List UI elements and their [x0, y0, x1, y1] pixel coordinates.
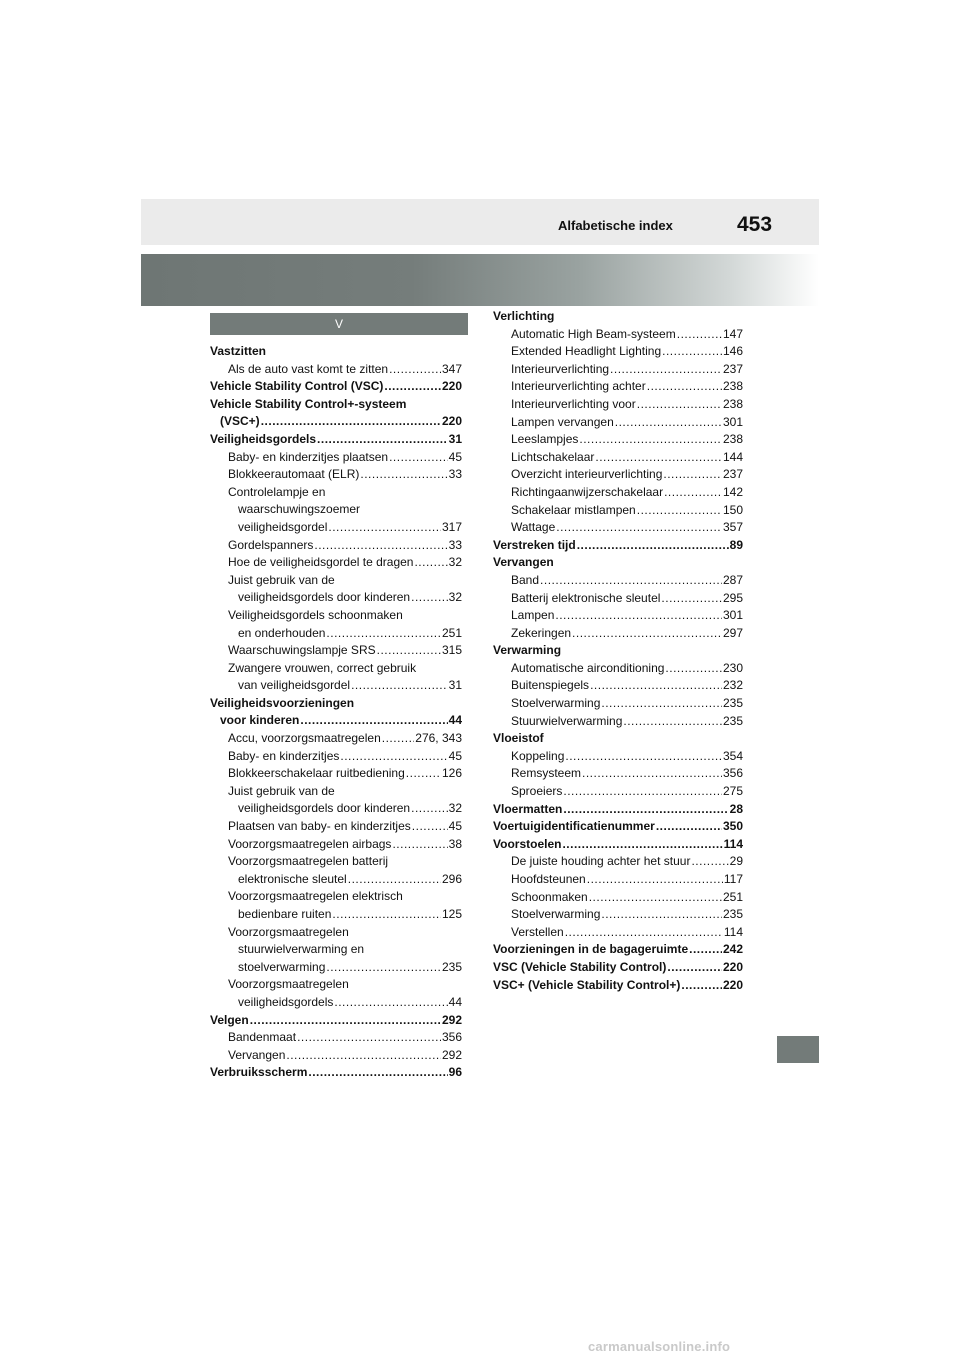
index-entry-term: Accu, voorzorgsmaatregelen	[228, 731, 381, 746]
index-entry-term: Remsysteem	[511, 766, 582, 781]
index-entry	[493, 431, 743, 449]
index-entry-term: Verbruiksscherm	[210, 1065, 308, 1080]
dot-leader	[579, 431, 722, 449]
index-entry-term: Blokkeerautomaat (ELR)	[228, 467, 360, 482]
index-entry	[210, 501, 462, 519]
index-entry-term: Hoofdsteunen	[511, 872, 586, 886]
dot-leader	[565, 748, 722, 766]
index-entry	[493, 502, 743, 520]
dot-leader	[623, 713, 722, 731]
index-entry-page: 144	[722, 449, 743, 464]
index-entry-page: 31	[448, 431, 462, 446]
dot-leader	[563, 801, 728, 819]
index-entry-term: Stoelverwarming	[511, 907, 601, 922]
index-entry	[493, 801, 743, 819]
index-entry	[493, 590, 743, 608]
index-entry-page: 28	[729, 801, 743, 816]
dot-leader	[572, 625, 722, 643]
index-entry	[210, 677, 462, 695]
index-entry-term: Vehicle Stability Control+-systeem	[210, 396, 407, 411]
dot-leader	[334, 994, 447, 1012]
index-entry	[493, 941, 743, 959]
index-entry	[210, 660, 462, 678]
index-entry-term: Zwangere vrouwen, correct gebruik	[228, 660, 417, 675]
dot-leader	[582, 765, 722, 783]
index-entry-page: 235	[441, 959, 462, 974]
index-entry	[210, 818, 462, 836]
index-entry-term: Voorzorgsmaatregelen	[228, 977, 349, 992]
index-entry-term: Voorzorgsmaatregelen batterij	[228, 854, 389, 869]
index-entry-page: 315	[441, 643, 462, 658]
dot-leader	[411, 800, 448, 818]
index-entry-term: Schoonmaken	[511, 889, 588, 904]
index-entry-page: 238	[722, 396, 743, 411]
index-entry-term: Lichtschakelaar	[511, 449, 595, 464]
index-entry-term: Verwarming	[493, 643, 562, 658]
index-entry-page: 220	[441, 414, 462, 429]
index-entry-term: Vastzitten	[210, 344, 267, 358]
index-entry-page: 301	[722, 414, 743, 429]
index-entry	[493, 519, 743, 537]
index-entry-term: Veiligheidsvoorzieningen	[210, 695, 355, 710]
dot-leader	[589, 889, 722, 907]
index-entry	[210, 800, 462, 818]
index-entry-page: 356	[722, 766, 743, 781]
dot-leader	[326, 625, 441, 643]
index-entry-page: 276, 343	[415, 731, 462, 746]
dot-leader	[317, 431, 448, 449]
index-entry	[210, 959, 462, 977]
index-entry-term: Veiligheidsgordels schoonmaken	[228, 607, 403, 622]
index-entry-term: stoelverwarming	[238, 959, 326, 974]
index-entry	[210, 748, 462, 766]
index-entry-term: Buitenspiegels	[511, 678, 590, 693]
index-entry-page: 292	[441, 1047, 462, 1062]
index-entry-term: stuurwielverwarming en	[238, 942, 365, 957]
index-entry-page: 45	[448, 449, 462, 464]
index-entry-page: 275	[722, 784, 743, 799]
index-entry-page: 147	[722, 326, 743, 341]
index-entry	[493, 537, 743, 555]
index-entry	[210, 888, 462, 906]
index-entry	[493, 466, 743, 484]
dot-leader	[637, 502, 722, 520]
index-entry-term: voor kinderen	[220, 713, 300, 728]
index-entry-page: 96	[448, 1065, 462, 1080]
index-entry	[210, 554, 462, 572]
dot-leader	[261, 413, 441, 431]
dot-leader	[348, 871, 441, 889]
index-entry-page: 44	[448, 994, 462, 1009]
index-entry	[210, 607, 462, 625]
index-entry	[210, 765, 462, 783]
index-entry	[210, 642, 462, 660]
dot-leader	[610, 361, 722, 379]
index-entry-term: Verstellen	[511, 924, 564, 939]
index-entry	[210, 1012, 462, 1030]
dot-leader	[662, 343, 722, 361]
index-entry	[493, 361, 743, 379]
dot-leader	[392, 836, 447, 854]
index-entry-page: 142	[722, 484, 743, 499]
dot-leader	[587, 871, 723, 889]
index-entry-term: veiligheidsgordel	[238, 519, 328, 534]
dot-leader	[667, 959, 722, 977]
index-entry-term: (VSC+)	[220, 414, 260, 429]
index-entry	[210, 413, 462, 431]
dot-leader	[555, 607, 722, 625]
index-entry-term: Vehicle Stability Control (VSC)	[210, 379, 384, 394]
index-entry	[493, 414, 743, 432]
index-entry-page: 126	[441, 766, 462, 781]
index-entry-page: 44	[448, 713, 462, 728]
index-entry	[210, 466, 462, 484]
index-entry	[210, 836, 462, 854]
index-entry-term: Voorzorgsmaatregelen	[228, 924, 349, 939]
index-entry-page: 29	[729, 854, 743, 869]
index-entry-page: 220	[722, 959, 743, 974]
index-column-left	[210, 343, 462, 1082]
index-entry-term: Voorstoelen	[493, 836, 562, 851]
dot-leader	[681, 977, 722, 995]
dot-leader	[351, 677, 448, 695]
dot-leader	[328, 519, 441, 537]
dot-leader	[412, 818, 448, 836]
dot-leader	[360, 466, 447, 484]
index-entry-term: Baby- en kinderzitjes	[228, 748, 340, 763]
index-entry-page: 251	[722, 889, 743, 904]
dot-leader	[577, 537, 729, 555]
thumb-index-tab	[777, 1036, 819, 1063]
index-entry-term: Verlichting	[493, 309, 555, 323]
index-entry	[493, 818, 743, 836]
index-entry	[493, 554, 743, 572]
dot-leader	[326, 959, 441, 977]
index-entry	[493, 889, 743, 907]
decorative-gradient-band	[141, 254, 819, 306]
index-entry-page: 146	[722, 344, 743, 359]
dot-leader	[691, 853, 728, 871]
index-entry-page: 230	[722, 660, 743, 675]
index-entry	[493, 660, 743, 678]
index-entry	[493, 853, 743, 871]
index-entry	[493, 625, 743, 643]
index-entry	[493, 765, 743, 783]
index-entry	[493, 695, 743, 713]
index-entry-term: Interieurverlichting	[511, 361, 610, 376]
dot-leader	[565, 924, 723, 942]
index-entry-term: Richtingaanwijzerschakelaar	[511, 484, 664, 499]
index-entry-term: Plaatsen van baby- en kinderzitjes	[228, 819, 411, 834]
index-entry	[210, 519, 462, 537]
index-entry-term: De juiste houding achter het stuur	[511, 854, 691, 869]
dot-leader	[389, 449, 448, 467]
dot-leader	[250, 1012, 441, 1030]
index-entry-page: 89	[729, 537, 743, 552]
dot-leader	[661, 590, 722, 608]
dot-leader	[308, 1064, 447, 1082]
index-entry-page: 237	[722, 467, 743, 482]
index-entry-term: bedienbare ruiten	[238, 907, 332, 921]
index-entry-term: veiligheidsgordels	[238, 994, 334, 1009]
index-entry-term: Juist gebruik van de	[228, 783, 335, 798]
index-entry	[493, 871, 743, 889]
index-entry-term: Lampen vervangen	[511, 414, 614, 429]
index-entry-page: 220	[722, 977, 743, 992]
index-entry-page: 297	[722, 625, 743, 640]
index-entry-term: Juist gebruik van de	[228, 572, 335, 587]
index-entry	[493, 959, 743, 977]
index-entry-term: Zekeringen	[511, 625, 572, 640]
index-entry-page: 317	[441, 519, 462, 534]
index-entry	[493, 396, 743, 414]
dot-leader	[540, 572, 722, 590]
dot-leader	[406, 765, 441, 783]
index-entry	[493, 607, 743, 625]
index-entry-term: waarschuwingszoemer	[238, 502, 361, 517]
index-entry-page: 354	[722, 748, 743, 763]
index-entry-page: 33	[448, 467, 462, 482]
header-bar	[141, 199, 819, 245]
index-entry-page: 38	[448, 836, 462, 851]
dot-leader	[556, 519, 722, 537]
index-entry-term: Voorzorgsmaatregelen airbags	[228, 836, 392, 851]
index-entry	[493, 730, 743, 748]
dot-leader	[689, 941, 722, 959]
index-entry-term: Controlelampje en	[228, 484, 326, 499]
index-entry-term: Koppeling	[511, 748, 565, 763]
dot-leader	[297, 1029, 441, 1047]
index-entry-term: Hoe de veiligheidsgordel te dragen	[228, 555, 414, 570]
index-entry-term: Als de auto vast komt te zitten	[228, 361, 389, 376]
index-entry-page: 32	[448, 590, 462, 605]
index-entry-term: elektronische sleutel	[238, 871, 347, 886]
index-entry-term: Interieurverlichting achter	[511, 379, 646, 394]
index-entry	[493, 713, 743, 731]
index-entry-page: 125	[441, 907, 462, 921]
index-entry-page: 31	[448, 678, 462, 693]
dot-leader	[384, 378, 441, 396]
index-entry	[210, 361, 462, 379]
index-entry	[210, 712, 462, 730]
index-entry-term: Stuurwielverwarming	[511, 713, 623, 728]
index-entry-term: Lampen	[511, 608, 555, 623]
index-entry	[493, 977, 743, 995]
dot-leader	[377, 642, 441, 660]
index-entry-page: 117	[723, 872, 743, 886]
index-entry	[493, 836, 743, 854]
index-entry-term: Voertuigidentificatienummer	[493, 819, 655, 834]
index-entry-term: Baby- en kinderzitjes plaatsen	[228, 449, 389, 464]
index-entry	[210, 484, 462, 502]
index-entry-term: Vervangen	[228, 1047, 286, 1062]
index-entry	[210, 783, 462, 801]
index-entry	[493, 326, 743, 344]
index-entry-page: 232	[722, 678, 743, 693]
index-entry-term: Gordelspanners	[228, 537, 314, 552]
index-entry-term: Automatic High Beam-systeem	[511, 326, 676, 341]
dot-leader	[663, 466, 722, 484]
index-entry	[210, 1064, 462, 1082]
watermark: carmanualsonline.info	[588, 1339, 731, 1354]
index-entry-term: Schakelaar mistlampen	[511, 502, 636, 517]
dot-leader	[595, 449, 722, 467]
section-letter-tab: V	[210, 313, 468, 335]
index-entry-page: 45	[448, 819, 462, 834]
index-entry	[210, 589, 462, 607]
index-entry-page: 45	[448, 748, 462, 763]
dot-leader	[615, 414, 722, 432]
index-entry	[210, 976, 462, 994]
index-entry-page: 350	[722, 819, 743, 834]
index-entry-term: Verstreken tijd	[493, 537, 576, 552]
page-header-title: Alfabetische index	[558, 218, 673, 233]
index-entry-term: Waarschuwingslampje SRS	[228, 643, 376, 658]
index-entry-term: en onderhouden	[238, 625, 326, 640]
index-entry-term: Batterij elektronische sleutel	[511, 590, 661, 605]
index-entry-page: 114	[723, 924, 743, 939]
dot-leader	[414, 554, 447, 572]
index-entry	[210, 871, 462, 889]
index-entry	[210, 906, 462, 924]
index-entry-page: 235	[722, 713, 743, 728]
index-entry-term: Vloeistof	[493, 731, 544, 746]
dot-leader	[637, 396, 722, 414]
index-entry-term: veiligheidsgordels door kinderen	[238, 801, 411, 816]
index-entry-term: Extended Headlight Lighting	[511, 344, 662, 359]
dot-leader	[664, 484, 722, 502]
index-entry	[210, 1047, 462, 1065]
index-entry-term: Voorzorgsmaatregelen elektrisch	[228, 889, 403, 904]
index-entry	[210, 853, 462, 871]
index-entry-term: Overzicht interieurverlichting	[511, 467, 663, 482]
index-entry-term: Band	[511, 572, 540, 587]
index-entry-term: veiligheidsgordels door kinderen	[238, 590, 411, 605]
index-entry-page: 357	[722, 520, 743, 535]
index-entry	[210, 941, 462, 959]
index-entry-page: 235	[722, 696, 743, 711]
index-entry-page: 296	[441, 871, 462, 886]
dot-leader	[411, 589, 448, 607]
index-entry-page: 114	[723, 836, 743, 851]
dot-leader	[677, 326, 722, 344]
dot-leader	[340, 748, 447, 766]
index-entry	[493, 924, 743, 942]
index-entry	[210, 449, 462, 467]
index-entry-page: 150	[722, 502, 743, 517]
index-entry	[493, 642, 743, 660]
index-entry-term: Veiligheidsgordels	[210, 431, 317, 446]
index-entry-term: Leeslampjes	[511, 432, 579, 447]
index-entry-page: 292	[441, 1012, 462, 1027]
index-entry	[210, 572, 462, 590]
dot-leader	[332, 906, 441, 924]
index-entry-page: 33	[448, 537, 462, 552]
index-entry-page: 242	[722, 942, 743, 957]
index-entry-page: 32	[448, 555, 462, 570]
index-entry	[210, 994, 462, 1012]
index-entry-term: Stoelverwarming	[511, 696, 601, 711]
dot-leader	[656, 818, 722, 836]
index-entry	[493, 783, 743, 801]
dot-leader	[563, 783, 722, 801]
index-entry-term: Bandenmaat	[228, 1030, 297, 1045]
index-entry-page: 238	[722, 379, 743, 394]
dot-leader	[590, 677, 722, 695]
dot-leader	[389, 361, 441, 379]
index-entry	[493, 677, 743, 695]
index-entry-page: 251	[441, 625, 462, 640]
index-entry	[493, 378, 743, 396]
dot-leader	[665, 660, 722, 678]
page-number: 453	[737, 213, 773, 236]
index-entry-page: 238	[722, 432, 743, 447]
index-entry	[210, 924, 462, 942]
index-entry-page: 32	[448, 801, 462, 816]
index-entry-term: Vloermatten	[493, 801, 563, 816]
index-entry	[210, 343, 462, 361]
index-entry-term: van veiligheidsgordel	[238, 678, 351, 693]
index-entry-term: Sproeiers	[511, 784, 563, 799]
dot-leader	[601, 906, 722, 924]
dot-leader	[562, 836, 722, 854]
index-entry-page: 237	[722, 361, 743, 376]
index-entry	[210, 537, 462, 555]
index-entry	[210, 378, 462, 396]
index-entry-term: Voorzieningen in de bagageruimte	[493, 942, 689, 957]
index-entry	[210, 431, 462, 449]
index-entry-term: Vervangen	[493, 555, 554, 570]
index-entry-page: 220	[441, 379, 462, 394]
dot-leader	[647, 378, 722, 396]
index-entry	[493, 906, 743, 924]
index-entry-page: 235	[722, 907, 743, 922]
index-entry	[493, 449, 743, 467]
index-entry	[493, 343, 743, 361]
index-entry-term: Automatische airconditioning	[511, 660, 665, 675]
index-entry-page: 295	[722, 590, 743, 605]
index-entry-page: 287	[722, 572, 743, 587]
index-entry	[210, 695, 462, 713]
index-entry-term: Velgen	[210, 1012, 249, 1027]
index-column-right	[493, 308, 743, 994]
index-entry	[210, 730, 462, 748]
index-entry	[493, 572, 743, 590]
index-entry	[210, 396, 462, 414]
index-entry-term: Blokkeerschakelaar ruitbediening	[228, 766, 405, 781]
index-entry-page: 347	[441, 361, 462, 376]
index-entry-term: Wattage	[511, 520, 556, 535]
index-entry-term: VSC (Vehicle Stability Control)	[493, 959, 667, 974]
index-entry	[493, 308, 743, 326]
index-entry-page: 301	[722, 608, 743, 623]
index-entry	[210, 625, 462, 643]
index-entry	[493, 748, 743, 766]
index-entry	[493, 484, 743, 502]
dot-leader	[286, 1047, 441, 1065]
dot-leader	[601, 695, 722, 713]
index-entry	[210, 1029, 462, 1047]
index-entry-term: Interieurverlichting voor	[511, 396, 636, 411]
dot-leader	[300, 712, 447, 730]
index-entry-page: 356	[441, 1030, 462, 1045]
index-entry-term: VSC+ (Vehicle Stability Control+)	[493, 977, 681, 992]
dot-leader	[382, 730, 415, 748]
dot-leader	[314, 537, 447, 555]
